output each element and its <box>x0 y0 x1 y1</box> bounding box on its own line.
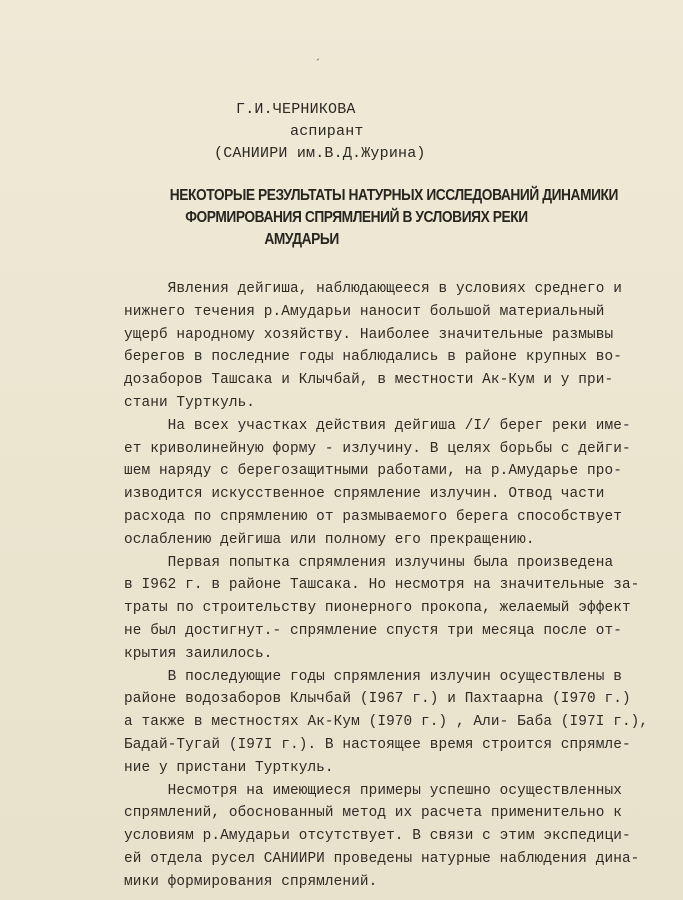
text-line: В последующие годы спрямления излучин осуществлены в <box>124 668 622 685</box>
text-line: шем наряду с берегозащитными работами, на р.Амударье про- <box>124 463 622 480</box>
text-line: а также в местностях Ак-Кум (I970 г.) , Али- Баба (I97I г.), <box>124 714 649 731</box>
text-line: ослаблению дейгиша или полному его прекращению. <box>124 531 535 548</box>
text-line: расхода по спрямлению от размываемого берега способствует <box>124 508 622 525</box>
text-line: в I962 г. в районе Ташсака. Но несмотря на значительные за- <box>124 577 640 594</box>
paragraph <box>124 666 649 780</box>
paragraph <box>124 278 644 415</box>
paragraph <box>124 415 644 552</box>
author-name: Г.И.ЧЕРНИКОВА <box>236 101 356 118</box>
text-line: ет криволинейную форму - излучину. В целях борьбы с дейги- <box>124 440 631 457</box>
text-line: дозаборов Ташсака и Клычбай, в местности Ак-Кум и у при- <box>124 372 614 389</box>
title-line: АМУДАРЬИ <box>264 231 339 248</box>
text-line: Несмотря на имеющиеся примеры успешно осуществленных <box>124 782 622 799</box>
title-line: ФОРМИРОВАНИЯ СПРЯМЛЕНИЙ В УСЛОВИЯХ РЕКИ <box>185 209 528 226</box>
text-line: нижнего течения р.Амударьи наносит большой материальный <box>124 303 605 320</box>
text-line: районе водозаборов Клычбай (I967 г.) и Пахтаарна (I970 г.) <box>124 691 631 708</box>
page-mark: ´ <box>314 57 322 72</box>
text-line: ние у пристани Турткуль. <box>124 759 334 776</box>
author-role: аспирант <box>290 123 364 140</box>
text-line: На всех участках действия дейгиша /I/ берег реки име- <box>124 417 631 434</box>
text-line: крытия заилилось. <box>124 645 273 662</box>
text-line: траты по строительству пионерного прокопа, желаемый эффект <box>124 600 631 617</box>
text-line: стани Турткуль. <box>124 394 256 411</box>
article-title <box>168 185 618 251</box>
text-line: ущерб народному хозяйству. Наиболее значительные размывы <box>124 326 614 343</box>
text-line: изводится искусственное спрямление излучин. Отвод части <box>124 486 605 503</box>
text-line: берегов в последние годы наблюдались в районе крупных во- <box>124 349 622 366</box>
title-line: НЕКОТОРЫЕ РЕЗУЛЬТАТЫ НАТУРНЫХ ИССЛЕДОВАНИЙ ДИНАМИКИ <box>169 187 618 204</box>
text-line: Явления дейгиша, наблюдающееся в условиях среднего и <box>124 281 622 297</box>
text-line: спрямлений, обоснованный метод их расчета применительно к <box>124 805 622 822</box>
text-line: мики формирования спрямлений. <box>124 873 378 890</box>
body-text <box>124 278 649 894</box>
text-line: условиям р.Амударьи отсутствует. В связи с этим экспедици- <box>124 828 631 845</box>
text-line: Бадай-Тугай (I97I г.). В настоящее время строится спрямле- <box>124 736 631 753</box>
paragraph <box>124 552 644 666</box>
text-line: ей отдела русел САНИИРИ проведены натурные наблюдения дина- <box>124 850 640 867</box>
text-line: Первая попытка спрямления излучины была произведена <box>124 554 614 571</box>
paragraph <box>124 780 644 894</box>
text-line: не был достигнут.- спрямление спустя три месяца после от- <box>124 622 622 639</box>
author-organization: (САНИИРИ им.В.Д.Журина) <box>214 145 426 162</box>
